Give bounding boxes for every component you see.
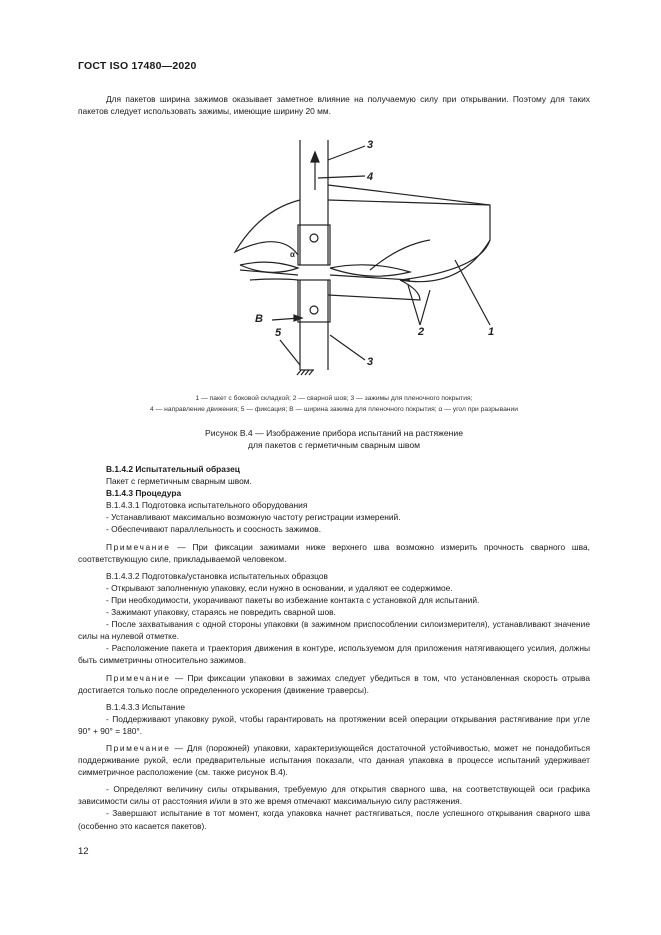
note-text: — При фиксации упаковки в зажимах следует убедиться в том, что установленная скорость отрыва достигается только после определенного ускорения (движение траверсы).: [78, 672, 590, 695]
caption-line-2: для пакетов с герметичным сварным швом: [247, 440, 421, 450]
legend-line-1: 1 — пакет с боковой складкой; 2 — сварной шов; 3 — зажимы для пленочного покрытия;: [195, 395, 473, 402]
fig-label-5: 5: [275, 327, 282, 339]
legend-line-2: 4 — направление движения; 5 — фиксация; B — ширина зажима для пленочного покрытия; α — угол при разрывании: [150, 406, 518, 413]
fig-label-b: B: [255, 313, 263, 325]
note-3: [78, 742, 590, 778]
sub-b1-4-3-3: B.1.4.3.3 Испытание: [106, 701, 185, 712]
fig-label-3-top: 3: [367, 139, 374, 151]
list-item: - Зажимают упаковку, стараясь не повредить сварной шов.: [106, 607, 336, 618]
list-item: - Открывают заполненную упаковку, если нужно в основании, и удаляют ее содержимое.: [106, 582, 453, 593]
figure-caption: [78, 427, 590, 451]
fig-label-2: 2: [418, 326, 425, 338]
note-label: Примечание: [106, 742, 171, 753]
test-apparatus-figure: [100, 130, 590, 388]
note-text: — Для (порожней) упаковки, характеризующейся достаточной устойчивостью, может не понадобиться поддерживание рукой, если предварительные испытания показали, что данная упаковка в процессе испытаний удерживает симметричное расположение (см. также рисунок B.4).: [78, 742, 590, 778]
caption-line-1: Рисунок B.4 — Изображение прибора испытаний на растяжение: [205, 428, 463, 438]
note-label: Примечание: [106, 672, 171, 683]
figure-legend: [78, 393, 590, 415]
heading-b1-4-2: B.1.4.2 Испытательный образец: [106, 464, 240, 474]
fig-label-alpha: α: [290, 250, 295, 259]
list-item: - После захватывания с одной стороны упаковки (в зажимном приспособлении силоизмерителя), устанавливают значение силы на нулевой отметке.: [78, 619, 590, 642]
page-number: 12: [78, 846, 89, 857]
sub-b1-4-3-1: B.1.4.3.1 Подготовка испытательного оборудования: [106, 500, 308, 511]
figure-drawing: [235, 140, 490, 375]
note-text: — При фиксации зажимами ниже верхнего шва возможно измерить прочность сварного шва, соответствующую силе, прикладываемой человеком.: [78, 541, 590, 564]
list-item: - Обеспечивают параллельность и соосность зажимов.: [106, 524, 322, 535]
list-item: - Поддерживают упаковку рукой, чтобы гарантировать на протяжении всей операции открывания растягивание при угле 90° + 90° = 180°.: [78, 713, 590, 736]
list-item: - Определяют величину силы открывания, требуемую для открытия сварного шва, на соответствующей оси графика зависимости силы от расстояния и/или в это же время отмечают максимальную силу растяжения.: [78, 784, 590, 807]
sub-b1-4-3-2: B.1.4.3.2 Подготовка/установка испытательных образцов: [106, 570, 328, 581]
list-item: - При необходимости, укорачивают пакеты во избежание контакта с установкой для испытаний.: [106, 594, 480, 605]
intro-paragraph: Для пакетов ширина зажимов оказывает заметное влияние на получаемую силу при открывании. Поэтому для таких пакетов следует использовать зажимы, имеющие ширину 20 мм.: [78, 94, 590, 116]
fig-label-4: 4: [367, 171, 374, 183]
document-body: [78, 463, 590, 832]
list-item: - Завершают испытание в тот момент, когда упаковка начнет растягиваться, после успешного открывания сварного шва (особенно это касается пакетов).: [78, 808, 590, 831]
fig-label-1: 1: [488, 326, 495, 338]
list-item: - Устанавливают максимально возможную частоту регистрации измерений.: [106, 512, 401, 523]
note-1: [78, 541, 590, 565]
specimen-text: Пакет с герметичным сварным швом.: [106, 476, 252, 487]
fig-label-3-bottom: 3: [367, 356, 374, 368]
document-header: ГОСТ ISO 17480—2020: [78, 60, 197, 72]
heading-b1-4-3: B.1.4.3 Процедура: [106, 488, 182, 499]
note-2: [78, 672, 590, 696]
note-label: Примечание: [106, 541, 171, 552]
list-item: - Расположение пакета и траектория движения в контуре, используемом для приложения натягивающего усилия, должны быть симметричны относительно зажимов.: [78, 643, 590, 666]
